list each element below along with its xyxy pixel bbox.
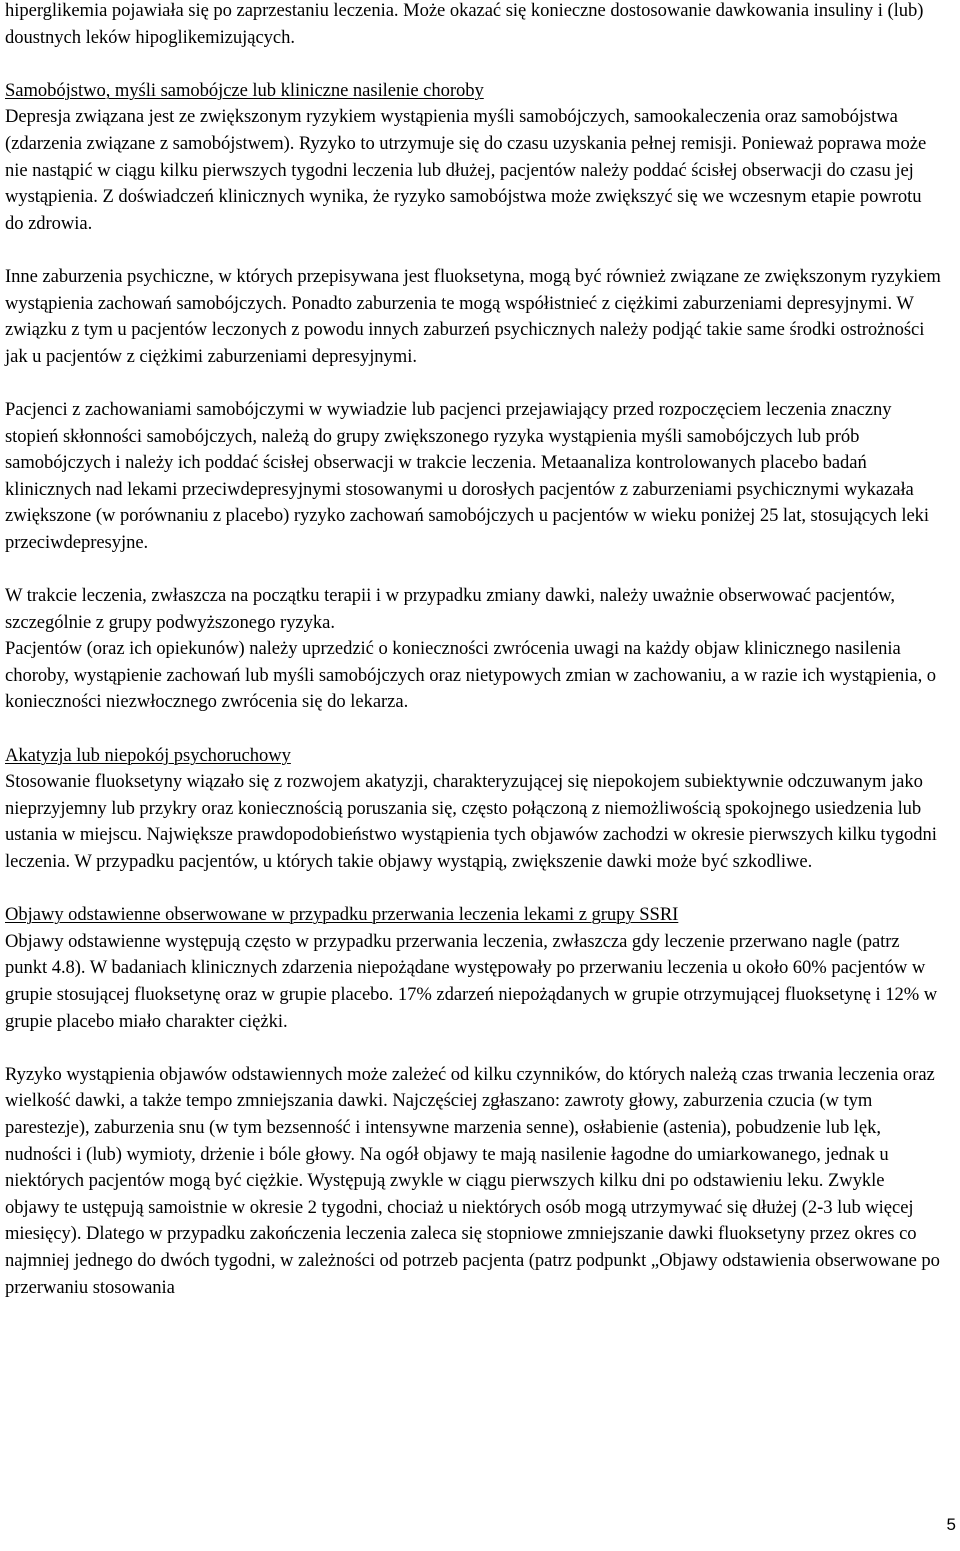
- section-withdrawal: [5, 902, 943, 1035]
- paragraph-withdrawal-risk: Ryzyko wystąpienia objawów odstawiennych może zależeć od kilku czynników, do których należą czas trwania leczenia oraz wielkość dawki, a także tempo zmniejszania dawki. Najczęściej zgłaszano: zawroty głowy, zaburzenia czucia (w tym parestezje), zaburzenia snu (w tym bezsenność i intensywne marzenia senne), osłabienie (astenia), pobudzenie lub lęk, nudności i (lub) wymioty, drżenie i bóle głowy. Na ogół objawy te mają nasilenie łagodne do umiarkowanego, jednak u niektórych pacjentów mogą być ciężkie. Występują zwykle w ciągu pierwszych kilku dni po odstawieniu leku. Zwykle objawy te ustępują samoistnie w okresie 2 tygodni, chociaż u niektórych osób mogą utrzymywać się dłużej (2-3 lub więcej miesięcy). Dlatego w przypadku zakończenia leczenia zaleca się stopniowe zmniejszanie dawki fluoksetyny przez okres co najmniej jednego do dwóch tygodni, w zależności od potrzeb pacjenta (patrz podpunkt „Objawy odstawienia obserwowane po przerwaniu stosowania: [5, 1063, 940, 1298]
- paragraph-withdrawal-frequency: Objawy odstawienne występują często w przypadku przerwania leczenia, zwłaszcza gdy leczenie przerwano nagle (patrz punkt 4.8). W badaniach klinicznych zdarzenia niepożądane występowały po przerwaniu leczenia u około 60% pacjentów w grupie stosującej fluoksetynę oraz w grupie placebo. 17% zdarzeń niepożądanych w grupie otrzymującej fluoksetynę i 12% w grupie placebo miało charakter ciężki.: [5, 930, 938, 1032]
- section-suicide: [5, 78, 943, 238]
- page-number: 5: [946, 1515, 956, 1534]
- paragraph-hyperglycemia: hiperglikemia pojawiała się po zaprzestaniu leczenia. Może okazać się konieczne dostosowanie dawkowania insuliny i (lub) doustnych leków hipoglikemizujących.: [5, 0, 924, 48]
- section-heading-withdrawal: Objawy odstawienne obserwowane w przypadku przerwania leczenia lekami z grupy SSRI: [5, 904, 679, 926]
- document-page: [5, 0, 943, 1301]
- paragraph-depression-risk: Depresja związana jest ze zwiększonym ryzykiem wystąpienia myśli samobójczych, samookaleczenia oraz samobójstwa (zdarzenia związane z samobójstwem). Ryzyko to utrzymuje się do czasu uzyskania pełnej remisji. Ponieważ poprawa może nie nastąpić w ciągu kilku pierwszych tygodni leczenia lub dłużej, pacjentów należy poddać ścisłej obserwacji do czasu jej wystąpienia. Z doświadczeń klinicznych wynika, że ryzyko samobójstwa może zwiększyć się we wczesnym etapie powrotu do zdrowia.: [5, 106, 927, 234]
- paragraph-other-disorders: Inne zaburzenia psychiczne, w których przepisywana jest fluoksetyna, mogą być również związane ze zwiększonym ryzykiem wystąpienia zachowań samobójczych. Ponadto zaburzenia te mogą współistnieć z ciężkimi zaburzeniami depresyjnymi. W związku z tym u pacjentów leczonych z powodu innych zaburzeń psychicznych należy podjąć takie same środki ostrożności jak u pacjentów z ciężkimi zaburzeniami depresyjnymi.: [5, 265, 941, 367]
- section-heading-akathisia: Akatyzja lub niepokój psychoruchowy: [5, 744, 291, 766]
- paragraph-akathisia: Stosowanie fluoksetyny wiązało się z rozwojem akatyzji, charakteryzującej się niepokojem subiektywnie odczuwanym jako nieprzyjemny lub przykry oraz koniecznością poruszania się, często połączoną z niemożliwością spokojnego usiedzenia lub ustania w miejscu. Największe prawdopodobieństwo wystąpienia tych objawów zachodzi w okresie pierwszych kilku tygodni leczenia. W przypadku pacjentów, u których takie objawy wystąpią, zwiększenie dawki może być szkodliwe.: [5, 771, 937, 872]
- paragraph-gap: [5, 51, 943, 78]
- section-akathisia: [5, 743, 943, 876]
- paragraph-caregivers: Pacjentów (oraz ich opiekunów) należy uprzedzić o konieczności zwrócenia uwagi na każdy objaw klinicznego nasilenia choroby, wystąpienie zachowań lub myśli samobójczych oraz nietypowych zmian w zachowaniu, a w razie ich wystąpienia, o konieczności niezwłocznego zwrócenia się do lekarza.: [5, 638, 937, 713]
- section-heading-suicide: Samobójstwo, myśli samobójcze lub kliniczne nasilenie choroby: [5, 79, 484, 101]
- paragraph-gap: [5, 716, 943, 743]
- paragraph-suicidal-history: Pacjenci z zachowaniami samobójczymi w wywiadzie lub pacjenci przejawiający przed rozpoczęciem leczenia znaczny stopień skłonności samobójczych, należą do grupy zwiększonego ryzyka wystąpienia myśli samobójczych lub prób samobójczych i należy ich poddać ścisłej obserwacji w trakcie leczenia. Metaanaliza kontrolowanych placebo badań klinicznych nad lekami przeciwdepresyjnymi stosowanymi u dorosłych pacjentów z zaburzeniami psychicznymi wykazała zwiększone (w porównaniu z placebo) ryzyko zachowań samobójczych u pacjentów w wieku poniżej 25 lat, stosujących leki przeciwdepresyjne.: [5, 398, 930, 553]
- paragraph-gap: [5, 1035, 943, 1062]
- paragraph-gap: [5, 876, 943, 903]
- paragraph-gap: [5, 237, 943, 264]
- paragraph-observation: W trakcie leczenia, zwłaszcza na początku terapii i w przypadku zmiany dawki, należy uważnie obserwować pacjentów, szczególnie z grupy podwyższonego ryzyka.: [5, 585, 895, 633]
- paragraph-gap: [5, 556, 943, 583]
- paragraph-gap: [5, 370, 943, 397]
